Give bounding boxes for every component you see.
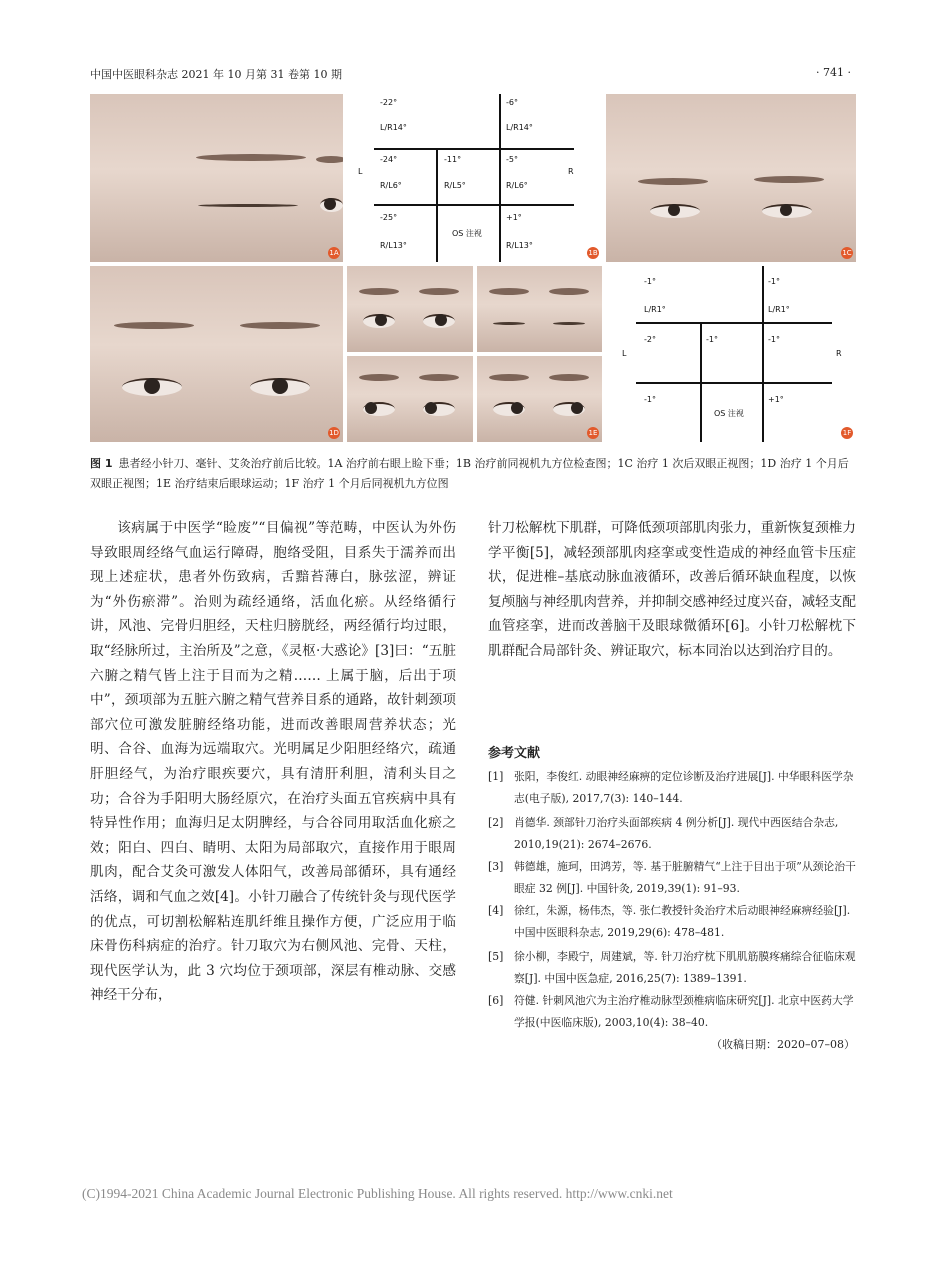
figure-1e-photo [477, 266, 602, 352]
grid-1b-cell: -5° [506, 155, 518, 164]
grid-1f-cell: -1° [768, 335, 780, 344]
copyright-footer: (C)1994-2021 China Academic Journal Electronic Publishing House. All rights reserved. http://www.cnki.net [82, 1186, 673, 1201]
figure-1b-grid [348, 94, 602, 262]
figure-caption-label: 图 1 [90, 457, 113, 470]
grid-1b-cell: -22° [380, 98, 398, 107]
reference-item: [4] 徐红，朱源，杨伟杰，等. 张仁教授针灸治疗术后动眼神经麻痹经验[J]. 中国中医眼科杂志, 2019,29(6): 478–481. [488, 904, 851, 939]
body-paragraph: 该病属于中医学“睑废”“目偏视”等范畴，中医认为外伤导致眼周经络气血运行障碍，胞络受阻，目系失于濡养而出现上述症状，患者外伤致病，舌黯苔薄白，脉弦涩，辨证为“外伤瘀滞”。治则为疏经通络，活血化瘀。从经络循行讲，风池、完骨归胆经，天柱归膀胱经，两经循行均过眼，取“经脉所过，主治所及”之意，《灵枢·大惑论》[3]曰：“五脏六腑之精气皆上注于目而为之精…… 上属于脑，后出于项中”，颈项部为五脏六腑之精气营养目系的通路，故针刺颈项部穴位可激发脏腑经络功能，进而改善眼周营养状态；光明、合谷、血海为远端取穴。光明属足少阳胆经络穴，疏通肝胆经气，为治疗眼疾要穴，具有清肝利胆，清利头目之功；合谷为手阳明大肠经原穴，在治疗头面五官疾病中具有特异性作用；血海归足太阴脾经，与合谷同用取活血化瘀之效；阳白、四白、睛明、太阳为局部取穴，直接作用于眼周肌肉，配合艾灸可激发人体阳气，改善局部循环，具有通经活络，调和气血之效[4]。小针刀融合了传统针灸与现代医学的优点，可切割松解粘连肌纤维且操作方便，广泛应用于临床骨伤科病症的治疗。针刀取穴为右侧风池、完骨、天柱，现代医学认为，此 3 穴均位于颈项部，深层有椎动脉、交感神经干分布， [90, 520, 456, 1004]
figure-1c-photo [606, 94, 856, 262]
grid-1f-cell: OS 注视 [714, 409, 744, 418]
grid-1f-cell: -1° [644, 395, 656, 404]
grid-1f-cell: L/R1° [644, 305, 666, 314]
grid-1f-cell: L/R1° [768, 305, 790, 314]
figure-1d-photo [90, 266, 343, 442]
grid-1f-cell: -1° [768, 277, 780, 286]
grid-1b-cell: R/L6° [506, 181, 528, 190]
grid-1b-cell: R/L13° [506, 241, 533, 250]
panel-label-1d: 1D [329, 429, 339, 437]
grid-1b-side-right: R [568, 167, 574, 176]
reference-item: [5] 徐小柳，李殿宁，周建斌，等. 针刀治疗枕下肌肌筋膜疼痛综合征临床观察[J]. 中国中医急症, 2016,25(7): 1389–1391. [488, 950, 856, 985]
received-date: （收稿日期：2020–07–08） [711, 1038, 855, 1051]
grid-1b-cell: -6° [506, 98, 518, 107]
body-paragraph: 针刀松解枕下肌群，可降低颈项部肌肉张力，重新恢复颈椎力学平衡[5]，减轻颈部肌肉痉挛或变性造成的神经血管卡压症状，促进椎–基底动脉血液循环，改善后循环缺血程度，以恢复颅脑与神经肌肉营养，并抑制交感神经过度兴奋，减轻支配血管痉挛，进而改善脑干及眼球微循环[6]。小针刀松解枕下肌群配合局部针灸、辨证取穴，标本同治以达到治疗目的。 [488, 520, 856, 659]
grid-1b-cell: R/L6° [380, 181, 402, 190]
figure-1a-photo [90, 94, 343, 262]
grid-1b-cell: OS 注视 [452, 229, 482, 238]
reference-item: [1] 张阳，李俊红. 动眼神经麻痹的定位诊断及治疗进展[J]. 中华眼科医学杂志(电子版), 2017,7(3): 140–144. [488, 770, 854, 805]
figure-1e-photo [347, 266, 473, 352]
page-number: · 741 · [816, 66, 851, 79]
panel-label-1c: 1C [842, 249, 852, 257]
grid-1b-side-left: L [358, 167, 363, 176]
grid-1b-cell: -11° [444, 155, 462, 164]
reference-item: [6] 符健. 针刺风池穴为主治疗椎动脉型颈椎病临床研究[J]. 北京中医药大学学报(中医临床版), 2003,10(4): 38–40. [488, 994, 854, 1029]
grid-1f-cell: -2° [644, 335, 656, 344]
journal-issue-header: 中国中医眼科杂志 2021 年 10 月第 31 卷第 10 期 [90, 68, 342, 81]
grid-1f-side-right: R [836, 349, 842, 358]
panel-label-1b: 1B [588, 249, 598, 257]
grid-1b-cell: L/R14° [380, 123, 407, 132]
grid-1b-cell: +1° [506, 213, 522, 222]
panel-label-1e: 1E [588, 429, 598, 437]
figure-1f-grid [606, 266, 856, 442]
body-left-column [90, 516, 456, 1008]
panel-label-1f: 1F [842, 429, 852, 437]
references-title: 参考文献 [488, 746, 541, 761]
grid-1f-cell: -1° [706, 335, 718, 344]
grid-1b-cell: -24° [380, 155, 398, 164]
grid-1f-cell: -1° [644, 277, 656, 286]
body-right-column [488, 516, 856, 664]
grid-1b-cell: R/L13° [380, 241, 407, 250]
reference-item: [3] 韩德雄，施珂，田鸿芳，等. 基于脏腑精气“上注于目出于项”从颈论治干眼症 32 例[J]. 中国针灸, 2019,39(1): 91–93. [488, 860, 856, 895]
grid-1b-cell: R/L5° [444, 181, 466, 190]
figure-1e-photo [477, 356, 602, 442]
grid-1f-cell: +1° [768, 395, 784, 404]
figure-1e-photo [347, 356, 473, 442]
figure-caption-text: 患者经小针刀、毫针、艾灸治疗前后比较。1A 治疗前右眼上睑下垂；1B 治疗前同视机九方位检查图；1C 治疗 1 次后双眼正视图；1D 治疗 1 个月后双眼正视图；1E 治疗结束后眼球运动；1F 治疗 1 个月后同视机九方位图 [90, 457, 849, 490]
grid-1b-cell: L/R14° [506, 123, 533, 132]
reference-item: [2] 肖德华. 颈部针刀治疗头面部疾病 4 例分析[J]. 现代中西医结合杂志, 2010,19(21): 2674–2676. [488, 816, 839, 851]
grid-1b-cell: -25° [380, 213, 398, 222]
grid-1f-side-left: L [622, 349, 627, 358]
figure-caption [90, 454, 856, 494]
panel-label-1a: 1A [329, 249, 339, 257]
